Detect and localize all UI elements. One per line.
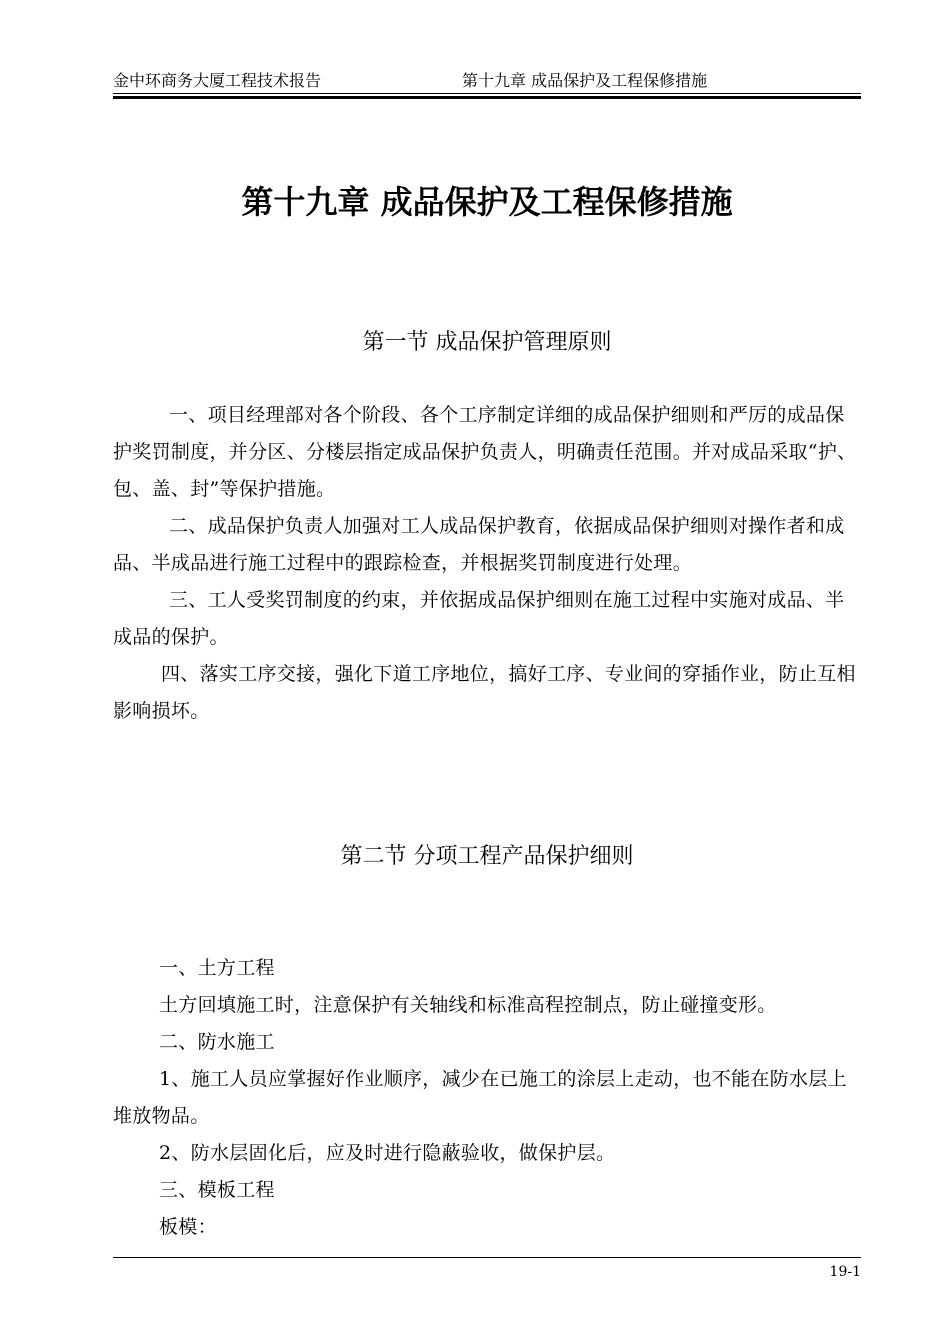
header-chapter-title: 第十九章 成品保护及工程保修措施: [462, 71, 708, 90]
header-project-title: 金中环商务大厦工程技术报告: [113, 71, 322, 90]
header-divider-thick: [113, 96, 861, 99]
item-heading-earthwork: 一、土方工程: [159, 957, 275, 979]
paragraph-2: 二、成品保护负责人加强对工人成品保护教育，依据成品保护细则对操作者和成品、半成品进行施工过程中的跟踪检查，并根据奖罚制度进行处理。: [113, 515, 845, 574]
item-heading-formwork: 三、模板工程: [159, 1179, 275, 1201]
paragraph-4: 四、落实工序交接，强化下道工序地位，搞好工序、专业间的穿插作业，防止互相影响损坏。: [113, 663, 856, 722]
item-text-slab-formwork: 板模：: [159, 1216, 217, 1238]
item-text-earthwork: 土方回填施工时，注意保护有关轴线和标准高程控制点，防止碰撞变形。: [159, 994, 777, 1016]
paragraph-3: 三、工人受奖罚制度的约束，并依据成品保护细则在施工过程中实施对成品、半成品的保护。: [113, 589, 845, 648]
section-title-2: 第二节 分项工程产品保护细则: [340, 844, 634, 869]
item-text-waterproofing-2: 2、防水层固化后，应及时进行隐蔽验收，做保护层。: [159, 1142, 616, 1164]
chapter-title: 第十九章 成品保护及工程保修措施: [241, 183, 733, 221]
item-heading-waterproofing: 二、防水施工: [159, 1031, 275, 1053]
footer-divider: [113, 1257, 861, 1258]
header-divider-thin: [113, 93, 861, 94]
paragraph-1: 一、项目经理部对各个阶段、各个工序制定详细的成品保护细则和严厉的成品保护奖罚制度，并分区、分楼层指定成品保护负责人，明确责任范围。并对成品采取“护、包、盖、封”等保护措施。: [113, 404, 857, 500]
item-text-waterproofing-1: 1、施工人员应掌握好作业顺序，减少在已施工的涂层上走动，也不能在防水层上堆放物品。: [113, 1068, 847, 1127]
section-title-1: 第一节 成品保护管理原则: [362, 330, 612, 355]
page-number: 19-1: [829, 1264, 861, 1280]
